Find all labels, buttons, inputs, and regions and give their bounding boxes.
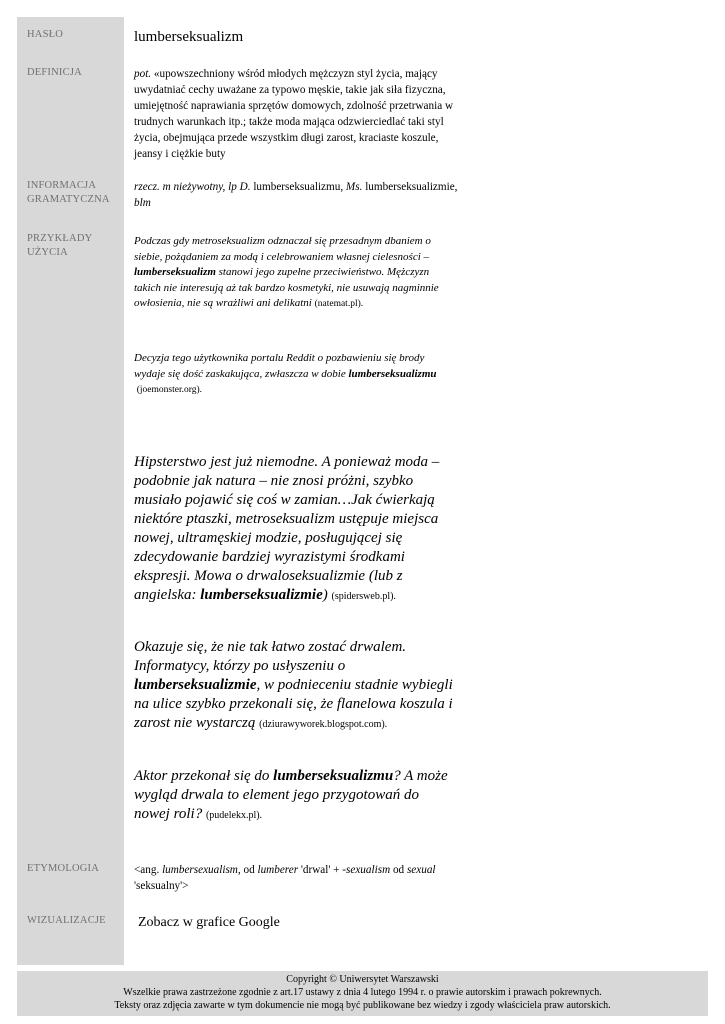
definition [134,66,464,162]
example-text: Aktor przekonał się do [134,768,274,784]
example-1 [134,234,454,313]
example-headword: lumberseksualizmie [200,587,323,603]
example-source: (pudelekx.pl). [205,810,263,821]
label-wizualizacje: WIZUALIZACJE [27,915,106,926]
footer-rights: Wszelkie prawa zastrzeżone zgodnie z art.17 ustawy z dnia 4 lutego 1994 r. o prawie autorskim i prawach pokrewnych. [123,987,602,998]
etymology-text: <ang. [134,864,163,876]
etymology-term: sexual [406,864,436,876]
label-przyklady-line1: PRZYKŁADY [27,233,93,244]
grammar-blm: blm [134,197,151,209]
label-informacja-gramatyczna [27,179,122,207]
footer [17,971,708,1016]
example-text: , w podnieceniu stadnie wybiegli na ulice szybko przekonali się, że flanelowa koszula i zarost nie wystarczą [134,677,453,731]
label-column [17,17,124,965]
example-2 [134,351,450,399]
footer-notice: Teksty oraz zdjęcia zawarte w tym dokumencie nie mogą być publikowane bez wiedzy i zgody właściciela praw autorskich. [114,1000,611,1011]
grammar-locative: lumberseksualizmie, [362,181,458,193]
example-source: (joemonster.org). [136,385,203,395]
example-source: (dziurawyworek.blogspot.com). [259,719,388,730]
example-headword: lumberseksualizmie [134,677,257,693]
grammar-locative-label: Ms. [345,181,363,193]
example-text: ? A może wygląd drwala to element jego przygotowań do nowej roli? [134,768,448,822]
google-images-link[interactable]: Zobacz w grafice Google [138,915,280,930]
example-4 [134,638,454,734]
definition-text: «upowszechniony wśród młodych mężczyzn styl życia, mający uwydatniać cechy uważane za typowo męskie, takie jak siła fizyczna, umiejętność naprawiania sprzętów domowych, zdolność przetrwania w trudnych warunkach itp.; także moda mająca odzwierciedlać taki styl życia, obejmująca przede wszystkim długi zarost, kraciaste koszule, jeansy i ciężkie buty [134,68,454,160]
etymology-term: lumberer [257,864,299,876]
example-text: ) [322,587,328,603]
footer-copyright: Copyright © Uniwersytet Warszawski [286,974,439,985]
etymology-term: lumbersexualism [162,864,238,876]
example-headword: lumberseksualizmu [348,367,437,380]
example-headword: lumberseksualizmu [273,768,394,784]
etymology [134,862,464,894]
label-przyklady-uzycia [27,232,122,260]
headword: lumberseksualizm [134,29,244,45]
label-haslo: HASŁO [27,29,64,40]
etymology-term: -sexualism [342,864,391,876]
label-etymologia: ETYMOLOGIA [27,863,99,874]
label-gram-line1: INFORMACJA [27,180,97,191]
example-text: Podczas gdy metroseksualizm odznaczał się przesadnym dbaniem o siebie, pożądaniem za modą i celebrowaniem własnej cielesności – [134,235,431,263]
example-text: Decyzja tego użytkownika portalu Reddit o pozbawieniu się brody wydaje się dość zaskakująca, zwłaszcza w dobie [134,352,425,380]
etymology-text: , od [237,864,258,876]
example-text: Hipsterstwo jest już niemodne. A ponieważ moda – podobnie jak natura – nie znosi próżni, szybko musiało pojawić się coś w zamian…Jak ćwierkają niektóre ptaszki, metroseksualizm ustępuje miejsca nowej, ultramęskiej modzie, posługującej się zdecydowanie bardziej wyrazistymi środkami ekspresji. Mowa o drwaloseksualizmie (lub z angielska: [134,454,440,603]
grammar-genitive: lumberseksualizmu, [250,181,346,193]
grammar-info [134,179,464,211]
example-headword: lumberseksualizm [134,266,216,278]
label-gram-line2: GRAMATYCZNA [27,194,110,205]
example-text: Okazuje się, że nie tak łatwo zostać drwalem. Informatycy, którzy po usłyszeniu o [134,639,407,674]
etymology-text: 'drwal' + [298,864,343,876]
example-source: (natemat.pl). [314,299,364,309]
example-text: stanowi jego zupełne przeciwieństwo. Mężczyzn takich nie interesują aż tak bardzo kosmetyki, nie usuwają nagminnie owłosienia, nie są wrażliwi ani delikatni [134,266,439,309]
label-przyklady-line2: UŻYCIA [27,247,68,258]
example-3 [134,453,449,606]
grammar-pos: rzecz. m nieżywotny, lp D. [134,181,251,193]
example-5 [134,767,449,825]
definition-marker: pot. [134,68,152,80]
label-definicja: DEFINICJA [27,67,82,78]
etymology-text: 'seksualny'> [134,880,189,892]
example-source: (spidersweb.pl). [331,591,396,602]
etymology-text: od [390,864,407,876]
